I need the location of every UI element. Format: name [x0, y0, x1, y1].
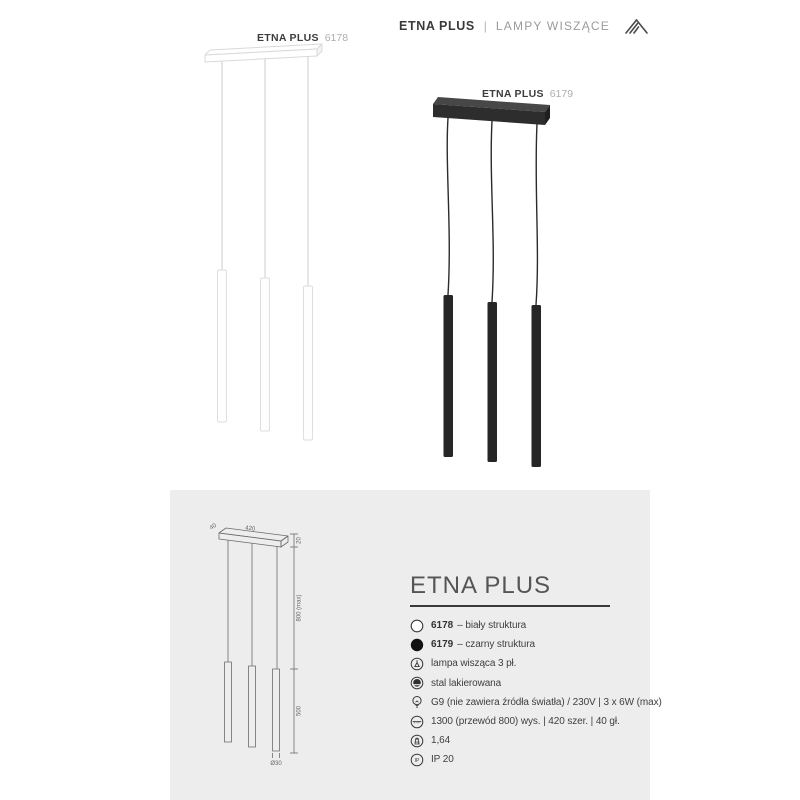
spec-text: lampa wisząca 3 pł.: [431, 658, 517, 670]
dim-cord-length-label: 800 (max): [296, 594, 303, 622]
spec-row-black-color: [410, 635, 645, 654]
spec-text: 1300 (przewód 800) wys. | 420 szer. | 40 gł.: [431, 716, 620, 728]
dim-tube-length-label: 500: [296, 705, 303, 717]
spec-row-weight: [410, 731, 645, 750]
spec-text: IP 20: [431, 754, 454, 766]
brand-logo-icon: [623, 16, 650, 36]
page-header: [399, 16, 650, 36]
spec-row-material: [410, 674, 645, 693]
black-lamp-photo: [410, 95, 590, 480]
white-product-name: ETNA PLUS: [256, 32, 319, 44]
dimensions-icon: [410, 715, 424, 729]
dim-diameter-label: Ø30: [270, 761, 282, 767]
white-swatch-icon: [410, 619, 424, 633]
pendant-lamp-icon: [410, 657, 424, 671]
header-product-name: ETNA PLUS: [399, 19, 475, 33]
header-separator: |: [483, 19, 487, 33]
weight-icon-glyph: kg: [415, 739, 419, 744]
ip-icon-glyph: IP: [414, 757, 420, 764]
spec-text: G9 (nie zawiera źródła światła) / 230V | 3 x 6W (max): [431, 696, 662, 708]
lacquered-steel-icon: [410, 676, 424, 690]
dim-canopy-height-label: 20: [296, 537, 303, 544]
spec-panel: [170, 490, 662, 800]
white-product-code: 6178: [324, 32, 349, 44]
header-category: LAMPY WISZĄCE: [495, 19, 610, 33]
spec-text: stal lakierowana: [431, 677, 502, 689]
black-swatch-icon: [410, 638, 424, 652]
spec-text: – czarny struktura: [457, 639, 535, 651]
white-lamp-photo: [180, 42, 360, 452]
black-product-name: ETNA PLUS: [481, 88, 544, 100]
spec-text: 1,64: [431, 735, 451, 747]
spec-row-bulb: [410, 693, 662, 712]
spec-list: [410, 616, 662, 770]
spec-code: 6179: [431, 639, 454, 651]
technical-drawing: [184, 500, 399, 792]
product-info: [410, 572, 662, 770]
dim-depth-label: 40: [208, 522, 218, 532]
spec-code: 6178: [431, 620, 454, 632]
spec-row-white-color: [410, 616, 645, 635]
dim-width-label: 420: [244, 525, 256, 533]
ip-rating-icon: [410, 753, 424, 767]
spec-row-dimensions: [410, 712, 645, 731]
black-product-code: 6179: [549, 88, 574, 100]
spec-text: – biały struktura: [457, 620, 527, 632]
bulb-icon: [410, 695, 424, 709]
spec-row-lamp-type: [410, 654, 645, 673]
panel-title: ETNA PLUS: [410, 572, 552, 599]
spec-row-ip: [410, 750, 645, 769]
weight-icon: [410, 734, 424, 748]
title-underline: [410, 605, 610, 607]
